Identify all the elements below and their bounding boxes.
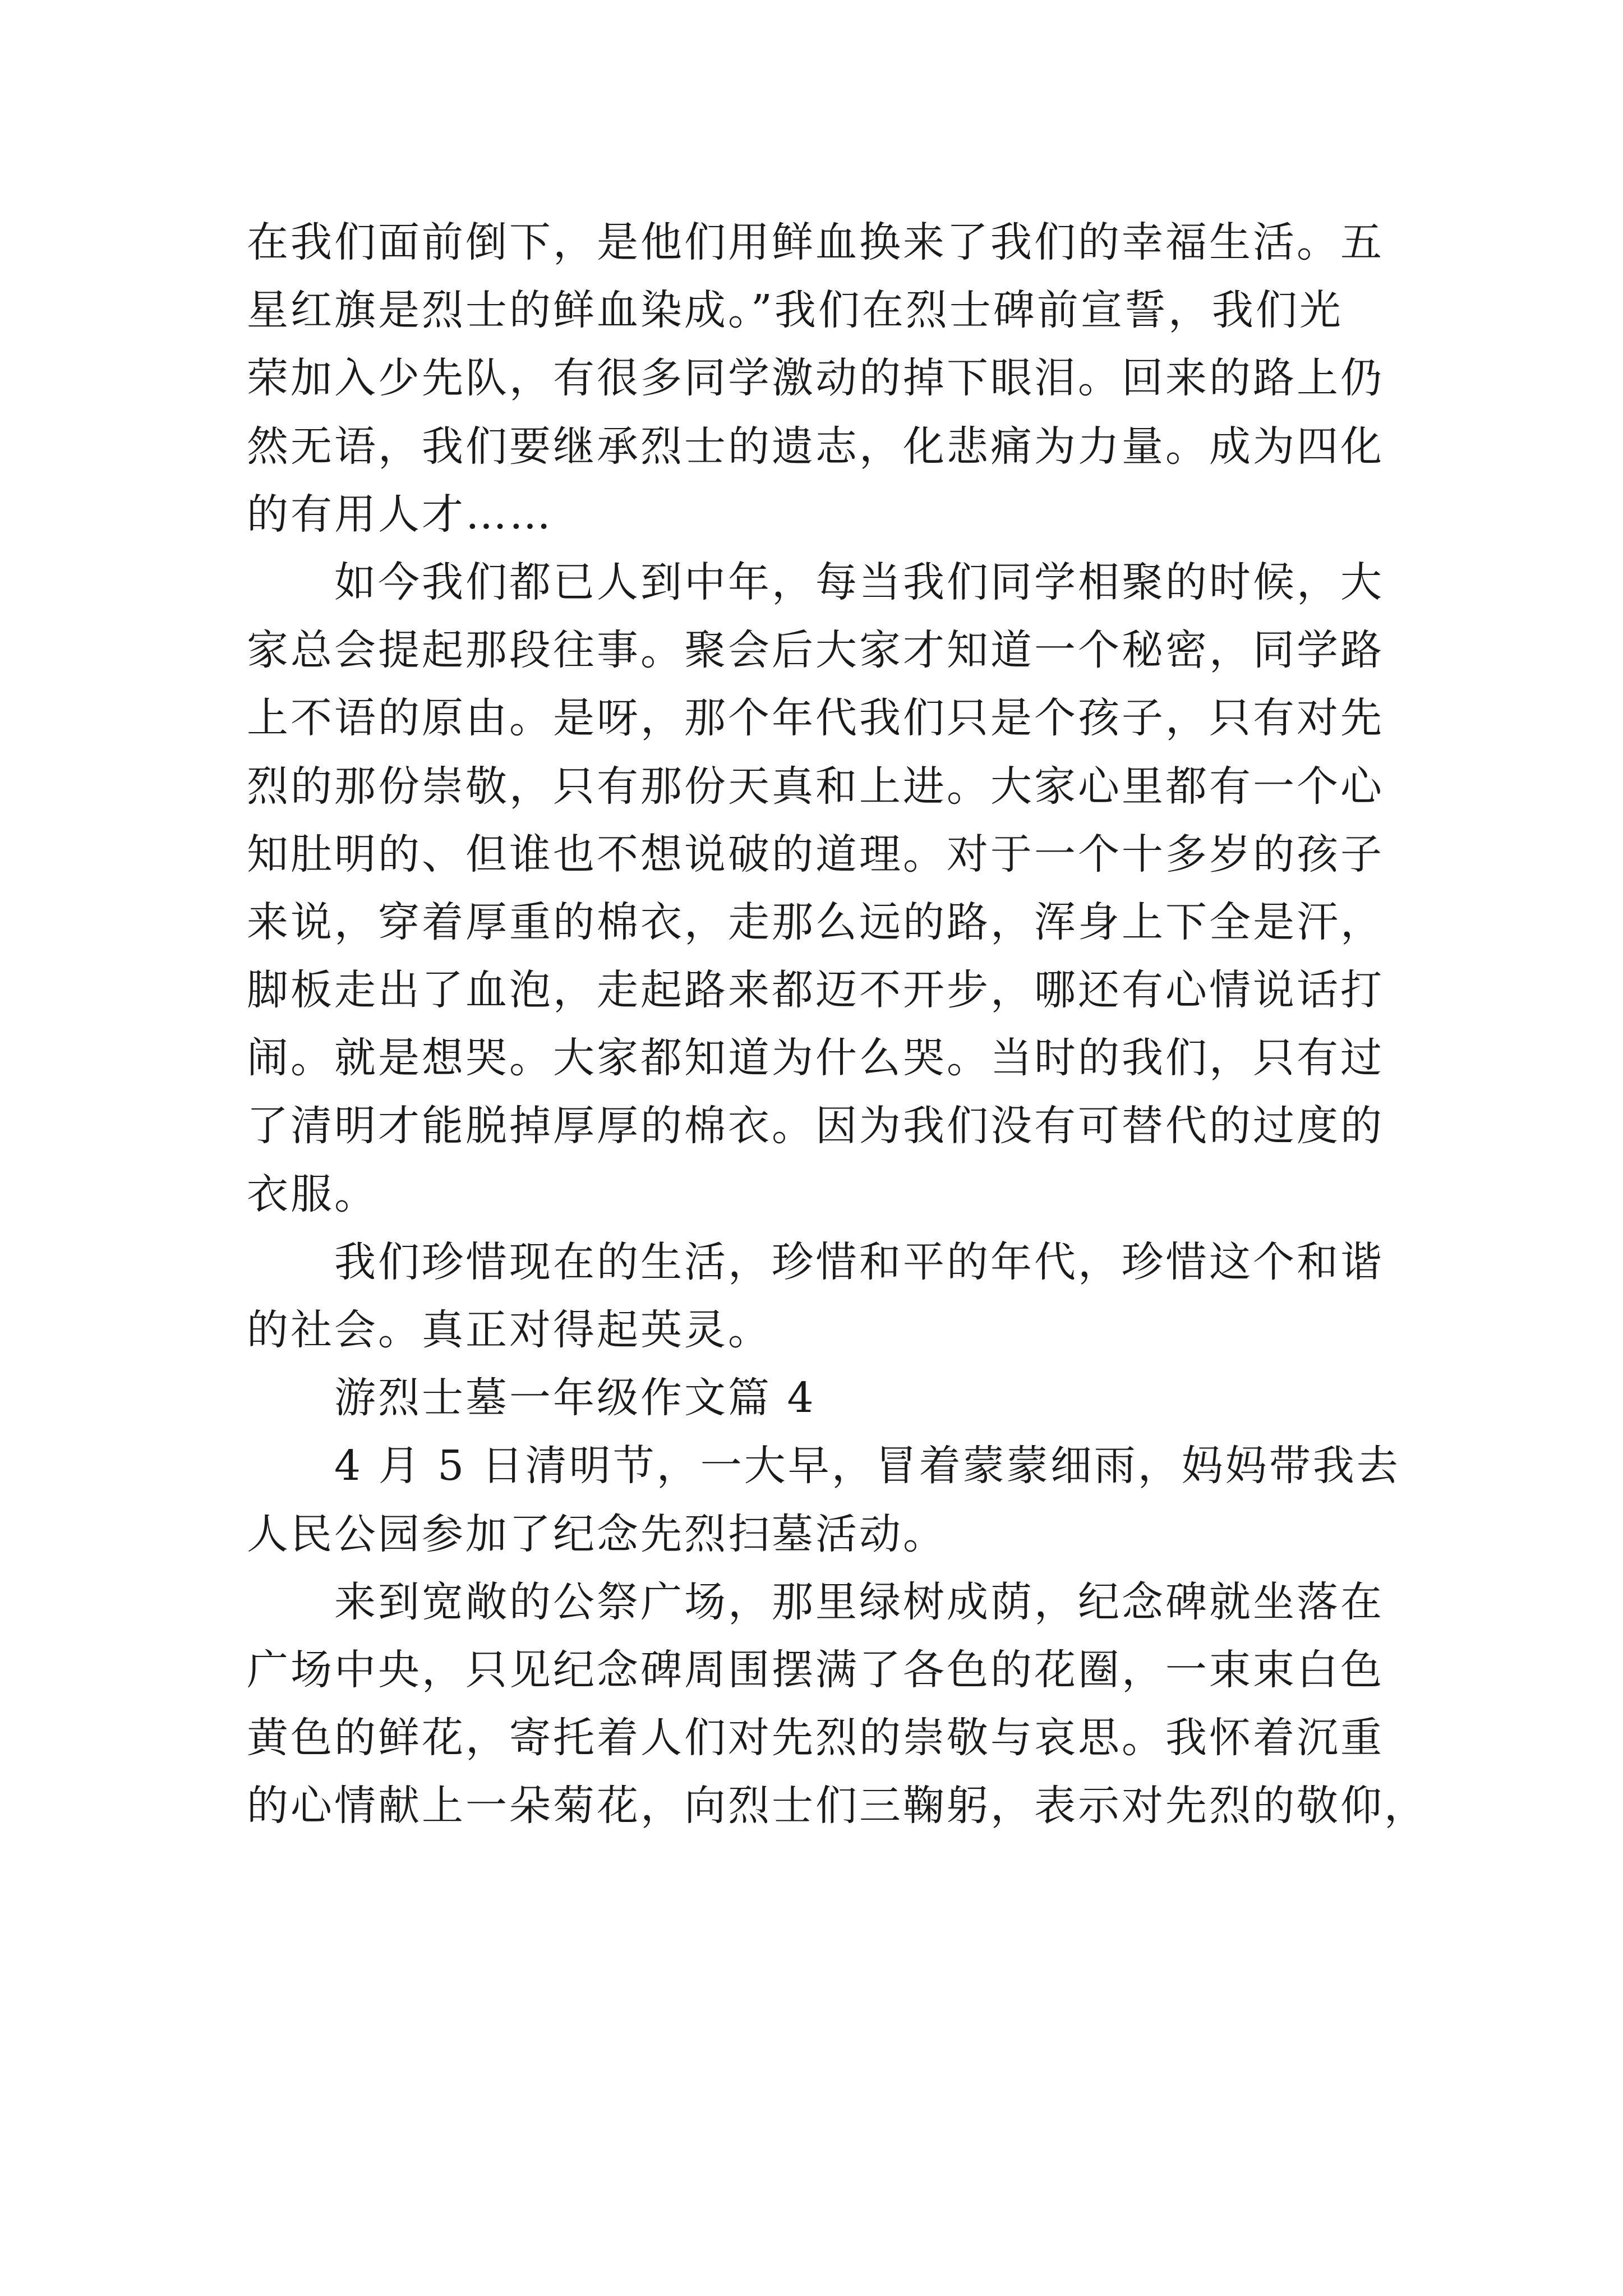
text-line: 星红旗是烈士的鲜血染成。”我们在烈士碑前宣誓，我们光 xyxy=(247,286,1343,335)
text-line: 黄色的鲜花，寄托着人们对先烈的崇敬与哀思。我怀着沉重 xyxy=(247,1714,1384,1763)
text-line: 衣服。 xyxy=(247,1170,378,1218)
text-line: 在我们面前倒下，是他们用鲜血换来了我们的幸福生活。五 xyxy=(247,218,1384,266)
text-line: 知肚明的、但谁也不想说破的道理。对于一个十多岁的孩子 xyxy=(247,830,1384,878)
body-text xyxy=(247,209,1428,1841)
text-line: 的心情献上一朵菊花，向烈士们三鞠躬，表示对先烈的敬仰， xyxy=(247,1782,1428,1830)
text-line: 来说，穿着厚重的棉衣，走那么远的路，浑身上下全是汗， xyxy=(247,898,1384,946)
text-line: 然无语，我们要继承烈士的遗志，化悲痛为力量。成为四化 xyxy=(247,422,1384,471)
paragraph-first-line: 来到宽敞的公祭广场，那里绿树成荫，纪念碑就坐落在 xyxy=(334,1577,1384,1626)
text-line: 闹。就是想哭。大家都知道为什么哭。当时的我们，只有过 xyxy=(247,1034,1384,1083)
text-line: 脚板走出了血泡，走起路来都迈不开步，哪还有心情说话打 xyxy=(247,966,1384,1015)
text-line: 上不语的原由。是呀，那个年代我们只是个孩子，只有对先 xyxy=(247,694,1384,743)
paragraph-first-line: 我们珍惜现在的生活，珍惜和平的年代，珍惜这个和谐 xyxy=(334,1237,1384,1286)
text-line: 荣加入少先队，有很多同学激动的掉下眼泪。回来的路上仍 xyxy=(247,354,1384,403)
text-line: 了清明才能脱掉厚厚的棉衣。因为我们没有可替代的过度的 xyxy=(247,1102,1384,1151)
paragraph-first-line: 如今我们都已人到中年，每当我们同学相聚的时候，大 xyxy=(334,558,1384,606)
text-line: 的有用人才…… xyxy=(247,490,553,539)
text-line: 烈的那份崇敬，只有那份天真和上进。大家心里都有一个心 xyxy=(247,762,1384,811)
text-line: 的社会。真正对得起英灵。 xyxy=(247,1306,772,1354)
paragraph-first-line: 4 月 5 日清明节，一大早，冒着蒙蒙细雨，妈妈带我去 xyxy=(334,1442,1400,1490)
text-line: 家总会提起那段往事。聚会后大家才知道一个秘密，同学路 xyxy=(247,626,1384,675)
section-heading: 游烈士墓一年级作文篇 4 xyxy=(334,1374,816,1423)
text-line: 广场中央，只见纪念碑周围摆满了各色的花圈，一束束白色 xyxy=(247,1645,1384,1694)
text-line: 人民公园参加了纪念先烈扫墓活动。 xyxy=(247,1510,947,1558)
